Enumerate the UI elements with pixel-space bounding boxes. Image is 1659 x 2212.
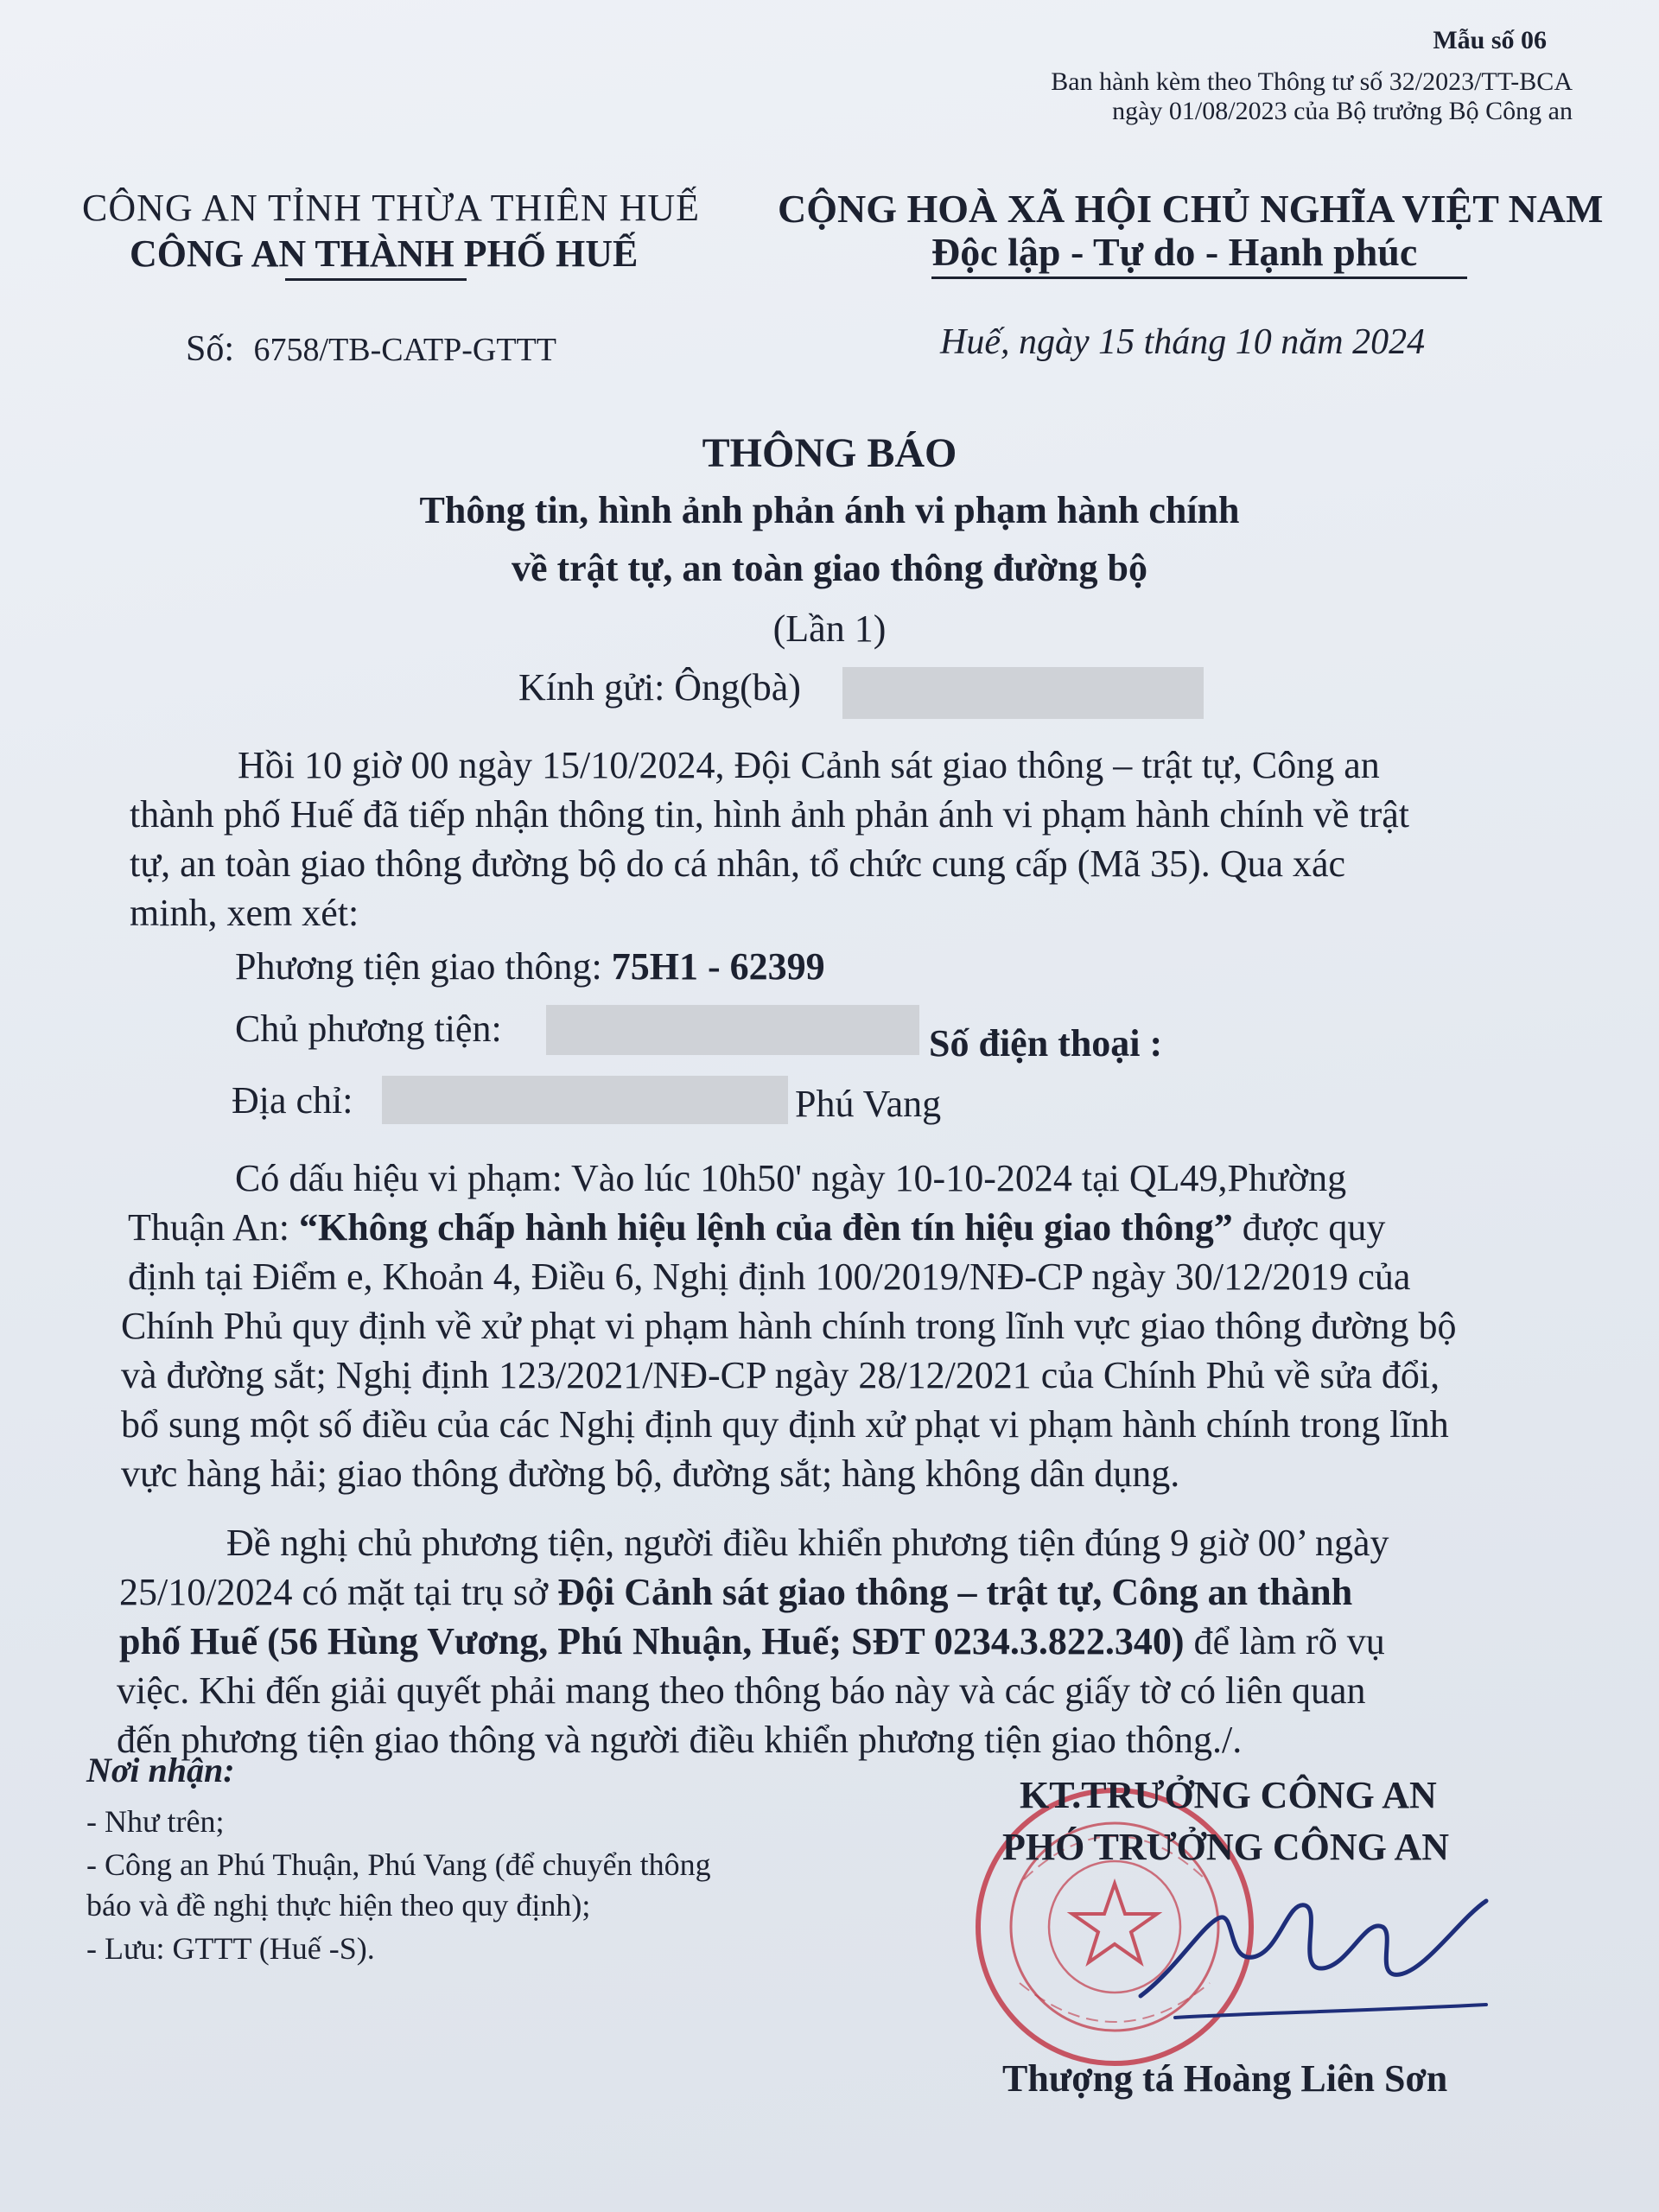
request-purpose: để làm rõ vụ bbox=[1184, 1620, 1385, 1662]
address-redaction bbox=[382, 1076, 788, 1124]
agency-parent: CÔNG AN TỈNH THỪA THIÊN HUẾ bbox=[82, 187, 701, 229]
agency-name: CÔNG AN THÀNH PHỐ HUẾ bbox=[130, 232, 639, 275]
violation-line: định tại Điểm e, Khoản 4, Điều 6, Nghị định 100/2019/NĐ-CP ngày 30/12/2019 của bbox=[128, 1255, 1411, 1298]
motto-underline bbox=[931, 276, 1467, 279]
recipient-item: - Lưu: GTTT (Huế -S). bbox=[86, 1931, 375, 1966]
intro-line: Hồi 10 giờ 00 ngày 15/10/2024, Đội Cảnh sát giao thông – trật tự, Công an bbox=[238, 744, 1380, 786]
violation-line: bổ sung một số điều của các Nghị định quy định xử phạt vi phạm hành chính trong lĩnh bbox=[121, 1403, 1449, 1446]
document-subtitle-line2: về trật tự, an toàn giao thông đường bộ bbox=[511, 547, 1147, 589]
national-motto: Độc lập - Tự do - Hạnh phúc bbox=[931, 230, 1418, 274]
form-issued-date: ngày 01/08/2023 của Bộ trưởng Bộ Công an bbox=[1112, 97, 1573, 125]
violation-line-2 bbox=[128, 1205, 1385, 1249]
address-label: Địa chỉ: bbox=[232, 1079, 353, 1122]
request-line: việc. Khi đến giải quyết phải mang theo thông báo này và các giấy tờ có liên quan bbox=[117, 1669, 1366, 1712]
signer-name: Thượng tá Hoàng Liên Sơn bbox=[1002, 2057, 1448, 2100]
nation-name: CỘNG HOÀ XÃ HỘI CHỦ NGHĨA VIỆT NAM bbox=[778, 187, 1604, 231]
agency-underline bbox=[285, 278, 467, 281]
request-line: đến phương tiện giao thông và người điều khiển phương tiện giao thông./. bbox=[117, 1719, 1243, 1761]
signature-title-2: PHÓ TRƯỞNG CÔNG AN bbox=[1002, 1826, 1450, 1868]
document-title: THÔNG BÁO bbox=[702, 430, 957, 476]
request-address: phố Huế (56 Hùng Vương, Phú Nhuận, Huế; SĐT 0234.3.822.340) bbox=[119, 1620, 1185, 1662]
recipients-title: Nơi nhận: bbox=[86, 1751, 235, 1789]
vehicle-label: Phương tiện giao thông: bbox=[235, 945, 602, 988]
intro-line: tự, an toàn giao thông đường bộ do cá nhân, tổ chức cung cấp (Mã 35). Qua xác bbox=[130, 842, 1346, 885]
request-line-2 bbox=[119, 1570, 1352, 1614]
signature-title-1: KT.TRƯỞNG CÔNG AN bbox=[1020, 1774, 1437, 1816]
owner-label: Chủ phương tiện: bbox=[235, 1007, 502, 1050]
document-number bbox=[186, 328, 556, 370]
violation-line: và đường sắt; Nghị định 123/2021/NĐ-CP ngày 28/12/2021 của Chính Phủ về sửa đổi, bbox=[121, 1354, 1440, 1396]
violation-line: Chính Phủ quy định về xử phạt vi phạm hành chính trong lĩnh vực giao thông đường bộ bbox=[121, 1305, 1457, 1347]
phone-label: Số điện thoại : bbox=[929, 1022, 1163, 1065]
vehicle-plate: 75H1 - 62399 bbox=[611, 945, 825, 988]
addressee-redaction bbox=[842, 667, 1204, 719]
violation-tail: được quy bbox=[1232, 1206, 1386, 1249]
recipient-item: báo và đề nghị thực hiện theo quy định); bbox=[86, 1888, 591, 1923]
document-number-value: 6758/TB-CATP-GTTT bbox=[253, 332, 556, 368]
document-number-label: Số: bbox=[186, 329, 235, 369]
violation-line: Có dấu hiệu vi phạm: Vào lúc 10h50' ngày 10-10-2024 tại QL49,Phường bbox=[235, 1157, 1347, 1199]
request-office: Đội Cảnh sát giao thông – trật tự, Công an thành bbox=[557, 1571, 1353, 1613]
request-line: Đề nghị chủ phương tiện, người điều khiển phương tiện đúng 9 giờ 00’ ngày bbox=[226, 1522, 1389, 1564]
violation-location-tail: Thuận An: bbox=[128, 1206, 299, 1249]
form-number: Mẫu số 06 bbox=[1433, 26, 1547, 54]
intro-line: thành phố Huế đã tiếp nhận thông tin, hình ảnh phản ánh vi phạm hành chính về trật bbox=[130, 793, 1410, 836]
addressee-label: Kính gửi: Ông(bà) bbox=[518, 666, 801, 709]
request-date: 25/10/2024 có mặt tại trụ sở bbox=[119, 1571, 558, 1613]
intro-line: minh, xem xét: bbox=[130, 892, 359, 934]
attempt-number: (Lần 1) bbox=[772, 607, 887, 650]
vehicle-field bbox=[235, 944, 825, 988]
place-date: Huế, ngày 15 tháng 10 năm 2024 bbox=[940, 322, 1426, 362]
owner-redaction bbox=[546, 1005, 919, 1055]
handwritten-signature-icon bbox=[1123, 1866, 1495, 2048]
recipient-item: - Công an Phú Thuận, Phú Vang (để chuyển thông bbox=[86, 1847, 711, 1882]
violation-description: “Không chấp hành hiệu lệnh của đèn tín hiệu giao thông” bbox=[298, 1206, 1233, 1249]
form-issued-with: Ban hành kèm theo Thông tư số 32/2023/TT-BCA bbox=[1051, 67, 1573, 96]
document-subtitle-line1: Thông tin, hình ảnh phản ánh vi phạm hành chính bbox=[419, 489, 1240, 531]
request-line-3 bbox=[119, 1619, 1385, 1663]
recipient-item: - Như trên; bbox=[86, 1804, 225, 1839]
violation-line: vực hàng hải; giao thông đường bộ, đường sắt; hàng không dân dụng. bbox=[121, 1452, 1180, 1495]
address-visible: Phú Vang bbox=[795, 1083, 942, 1125]
